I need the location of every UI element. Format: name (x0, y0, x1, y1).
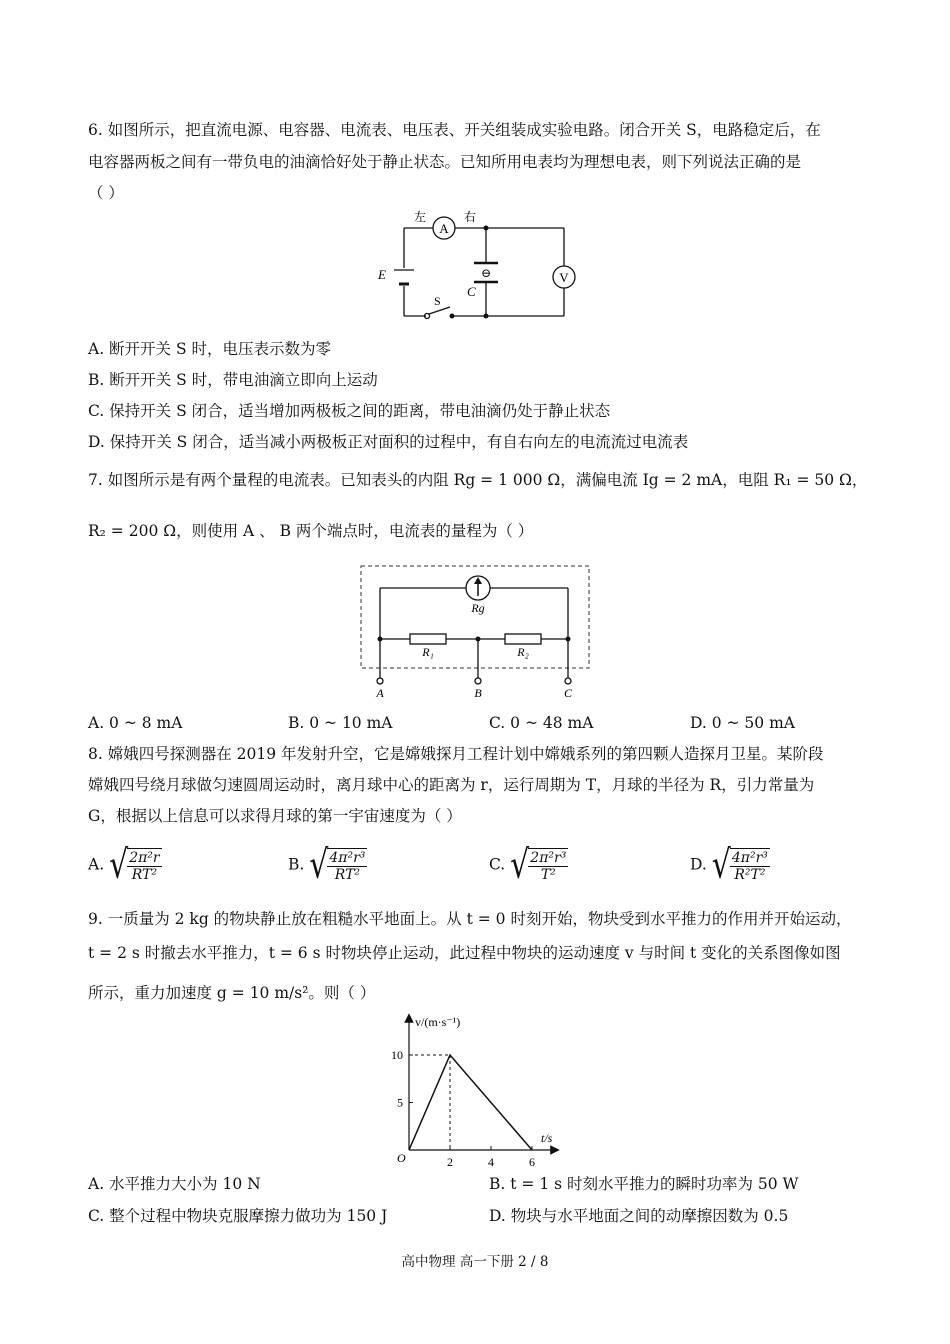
velocity-series-line (409, 1055, 532, 1150)
q8-option-a: A. √ $\frac{\text{2π²r}}{\text{RT²}}$ (88, 842, 160, 888)
q9-velocity-time-graph (375, 1012, 575, 1170)
q7-option-c: C. 0 ~ 48 mA (489, 714, 594, 732)
battery-label: E (378, 267, 386, 282)
x-tick-label-2: 2 (447, 1155, 453, 1169)
q8-line2: 嫦娥四号绕月球做匀速圆周运动时，离月球中心的距离为 r，运行周期为 T，月球的半径为 R，引力常量为 (88, 776, 815, 794)
q7-ammeter-diagram (360, 565, 592, 700)
q6-option-b: B. 断开开关 S 时，带电油滴立即向上运动 (88, 371, 378, 389)
q6-line3: （ ） (88, 184, 124, 202)
q9-option-c: C. 整个过程中物块克服摩擦力做功为 150 J (88, 1207, 388, 1225)
x-tick-label-4: 4 (488, 1155, 494, 1169)
page-footer: 高中物理 高一下册 2 / 8 (401, 1254, 549, 1270)
ammeter-label: A (439, 221, 449, 236)
oil-drop: ⊖ (480, 266, 492, 280)
q8-line3: G，根据以上信息可以求得月球的第一宇宙速度为（ ） (88, 807, 462, 825)
q7-option-d: D. 0 ~ 50 mA (690, 714, 795, 732)
voltmeter-label: V (559, 270, 569, 285)
q7-option-b: B. 0 ~ 10 mA (288, 714, 393, 732)
terminal-a: A (376, 686, 384, 700)
q9-option-d: D. 物块与水平地面之间的动摩擦因数为 0.5 (489, 1207, 789, 1225)
q9-line2: t = 2 s 时撤去水平推力，t = 6 s 时物块停止运动，此过程中物块的运动速度 v 与时间 t 变化的关系图像如图 (88, 944, 841, 962)
q9-option-b: B. t = 1 s 时刻水平推力的瞬时功率为 50 W (489, 1175, 799, 1193)
q9-option-a: A. 水平推力大小为 10 N (88, 1175, 261, 1193)
y-axis-label: v/(m·s⁻¹) (415, 1015, 461, 1029)
q6-option-c: C. 保持开关 S 闭合，适当增加两极板之间的距离，带电油滴仍处于静止状态 (88, 402, 611, 420)
q8-line1: 8. 嫦娥四号探测器在 2019 年发射升空，它是嫦娥探月工程计划中嫦娥系列的第四颗人造探月卫星。某阶段 (88, 745, 824, 763)
left-label: 左 (413, 210, 427, 224)
q8-option-d: D. √ $\frac{\text{4π²r³}}{\text{R²T²}}$ (690, 842, 768, 888)
q6-line1: 6. 如图所示，把直流电源、电容器、电流表、电压表、开关组装成实验电路。闭合开关 S，电路稳定后，在 (88, 121, 821, 139)
r1-label: R₁ (422, 645, 434, 659)
right-label: 右 (463, 210, 477, 224)
terminal-b: B (474, 686, 482, 700)
x-tick-label-6: 6 (529, 1155, 535, 1169)
x-axis-label: t/s (541, 1131, 553, 1145)
q7-line2: R₂ = 200 Ω，则使用 A 、 B 两个端点时，电流表的量程为（ ） (88, 522, 534, 540)
r2-label: R₂ (517, 645, 529, 659)
capacitor-label: C (467, 284, 476, 299)
y-tick-label-5: 5 (397, 1095, 403, 1110)
q6-option-d: D. 保持开关 S 闭合，适当减小两极板正对面积的过程中，有自右向左的电流流过电流表 (88, 433, 689, 451)
q9-line3: 所示，重力加速度 g = 10 m/s²。则（ ） (88, 984, 376, 1002)
q7-line1: 7. 如图所示是有两个量程的电流表。已知表头的内阻 Rg = 1 000 Ω，满偏电流 Ig = 2 mA，电阻 R₁ = 50 Ω， (88, 471, 868, 489)
q6-circuit-diagram (370, 208, 585, 326)
switch-label: S (434, 294, 441, 308)
q6-line2: 电容器两板之间有一带负电的油滴恰好处于静止状态。已知所用电表均为理想电表，则下列说法正确的是 (88, 153, 802, 171)
origin-label: O (397, 1151, 406, 1165)
y-tick-label-10: 10 (391, 1048, 403, 1062)
q7-option-a: A. 0 ~ 8 mA (88, 714, 183, 732)
q8-option-b: B. √ $\frac{\text{4π²r³}}{\text{RT²}}$ (288, 842, 366, 888)
rg-label: Rg (471, 601, 485, 615)
q9-line1: 9. 一质量为 2 kg 的物块静止放在粗糙水平地面上。从 t = 0 时刻开始，物块受到水平推力的作用并开始运动， (88, 910, 852, 928)
terminal-c: C (563, 686, 573, 700)
q8-option-c: C. √ $\frac{\text{2π²r³}}{\text{T²}}$ (489, 842, 567, 888)
q6-option-a: A. 断开开关 S 时，电压表示数为零 (88, 340, 332, 358)
